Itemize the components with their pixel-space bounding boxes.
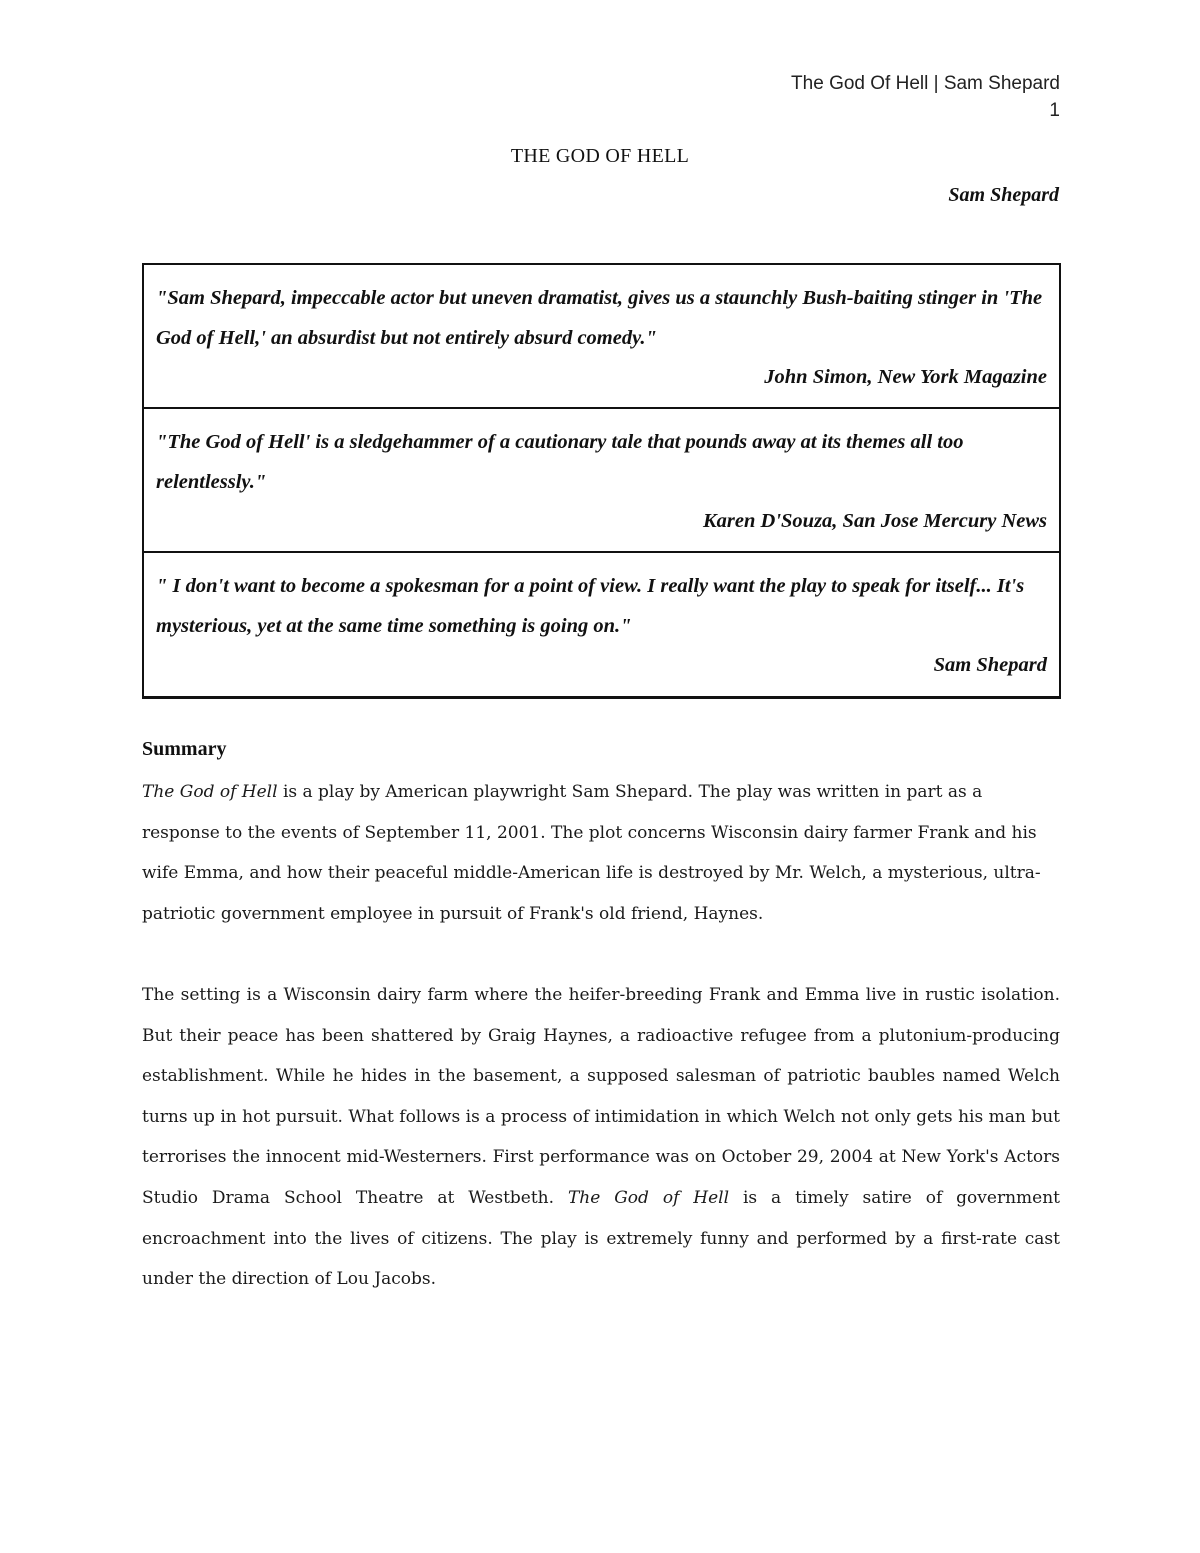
running-title: The God Of Hell | Sam Shepard	[791, 73, 1060, 94]
summary-paragraph-2	[142, 975, 1060, 1300]
paragraph-text: is a play by American playwright Sam Shepard. The play was written in part as a response to the events of September 11, 2001. The plot concerns Wisconsin dairy farmer Frank and his wife Emma, and how their peaceful middle-American life is destroyed by Mr. Welch, a mysterious, ultra-patriotic government employee in pursuit of Frank's old friend, Haynes.	[142, 782, 1041, 924]
quote-row	[144, 265, 1059, 409]
quote-source: Karen D'Souza, San Jose Mercury News	[703, 510, 1047, 532]
summary-heading: Summary	[142, 738, 227, 760]
paragraph-text: The setting is a Wisconsin dairy farm where the heifer-breeding Frank and Emma live in rustic isolation. But their peace has been shattered by Graig Haynes, a radioactive refugee from a plutonium-producing establishment. While he hides in the basement, a supposed salesman of patriotic baubles named Welch turns up in hot pursuit. What follows is a process of intimidation in which Welch not only gets his man but terrorises the innocent mid-Westerners. First performance was on October 29, 2004 at New York's Actors Studio Drama School Theatre at Westbeth.	[142, 985, 1060, 1208]
quote-row	[144, 553, 1059, 696]
quote-source: Sam Shepard	[933, 654, 1047, 676]
quote-text: "Sam Shepard, impeccable actor but uneven dramatist, gives us a staunchly Bush-baiting stinger in 'The God of Hell,' an absurdist but not entirely absurd comedy."	[156, 287, 1043, 349]
summary-paragraph-1	[142, 772, 1060, 934]
page-number: 1	[1049, 100, 1060, 121]
paragraph-text: is a timely satire of government encroachment into the lives of citizens. The play is extremely funny and performed by a first-rate cast under the direction of Lou Jacobs.	[142, 1187, 1060, 1290]
play-title-italic: The God of Hell	[567, 1187, 730, 1208]
document-title: THE GOD OF HELL	[510, 145, 690, 167]
quote-row	[144, 409, 1059, 553]
running-header	[791, 70, 1060, 124]
quote-text: " I don't want to become a spokesman for a point of view. I really want the play to speak for itself... It's mysterious, yet at the same time something is going on."	[156, 575, 1025, 637]
quote-text: "The God of Hell' is a sledgehammer of a cautionary tale that pounds away at its themes all too relentlessly."	[156, 431, 964, 493]
quotes-table	[142, 263, 1061, 699]
quote-source: John Simon, New York Magazine	[764, 366, 1047, 388]
document-author: Sam Shepard	[948, 184, 1059, 206]
play-title-italic: The God of Hell	[142, 782, 278, 802]
